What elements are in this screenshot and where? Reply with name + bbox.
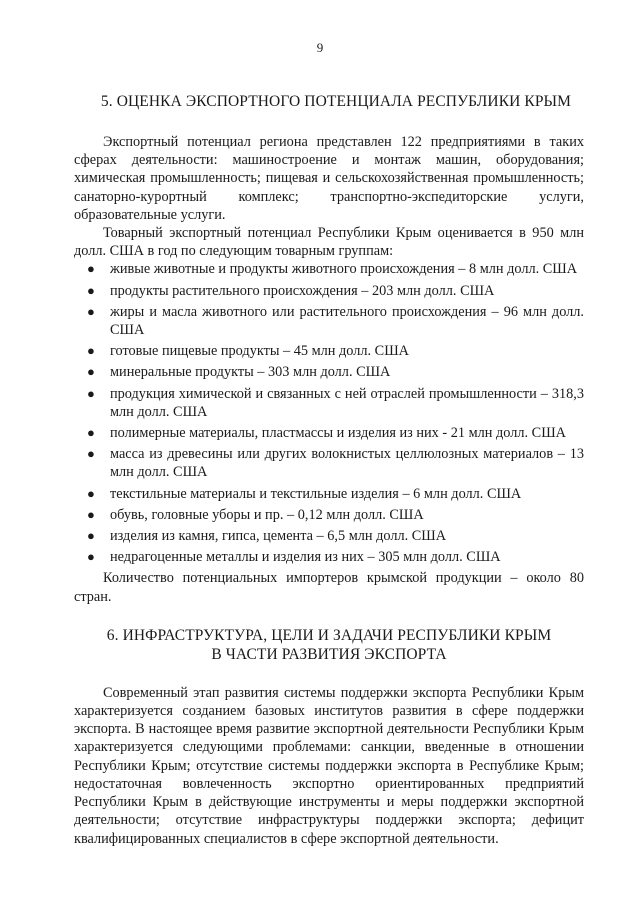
list-item: ● масса из древесины или других волокнистых целлюлозных материалов – 13 млн долл. США	[87, 446, 584, 481]
section-5-title: 5. ОЦЕНКА ЭКСПОРТНОГО ПОТЕНЦИАЛА РЕСПУБЛИКИ КРЫМ	[100, 93, 572, 110]
page-number: 9	[316, 40, 324, 55]
bullet-icon: ●	[87, 485, 95, 501]
section-6-title-line-1: 6. ИНФРАСТРУКТУРА, ЦЕЛИ И ЗАДАЧИ РЕСПУБЛИКИ КРЫМ	[106, 626, 552, 644]
section-6-paragraph-1: Современный этап развития системы поддержки экспорта Республики Крым характеризуется созданием базовых институтов развития в сфере поддержки экспорта. В настоящее время развитие экспортной деятельности Республики Крым характеризуется следующими проблемами: санкции, введенные в отношении Республики Крым; отсутствие системы поддержки экспорта в Республике Крым; недостаточная вовлеченность экспортно ориентированных предприятий Республики Крым в действующие инструменты и меры поддержки экспортной деятельности; отсутствие инфраструктуры поддержки экспорта; дефицит квалифицированных специалистов в сфере экспортной деятельности.	[74, 684, 584, 847]
section-5-paragraph-3: Количество потенциальных импортеров крымской продукции – около 80 стран.	[74, 570, 584, 605]
bullet-icon: ●	[87, 528, 95, 544]
goods-list	[74, 260, 584, 566]
list-item: ● продукция химической и связанных с ней отраслей промышленности – 318,3 млн долл. США	[87, 385, 584, 420]
section-5-paragraph-2: Товарный экспортный потенциал Республики Крым оценивается в 950 млн долл. США в год по следующим товарным группам:	[74, 225, 584, 260]
bullet-icon: ●	[87, 343, 95, 359]
list-item: ● жиры и масла животного или растительного происхождения – 96 млн долл. США	[87, 303, 584, 339]
bullet-icon: ●	[87, 425, 95, 441]
list-item: ● полимерные материалы, пластмассы и изделия из них - 21 млн долл. США	[87, 425, 566, 442]
list-item: ● обувь, головные уборы и пр. – 0,12 млн долл. США	[87, 506, 424, 523]
bullet-icon: ●	[87, 261, 95, 277]
bullet-icon: ●	[87, 506, 95, 522]
list-item: ● минеральные продукты – 303 млн долл. США	[87, 364, 391, 381]
bullet-icon: ●	[87, 303, 95, 319]
list-item: ● продукты растительного происхождения – 203 млн долл. США	[87, 282, 495, 299]
list-item: ● недрагоценные металлы и изделия из них – 305 млн долл. США	[87, 549, 501, 566]
section-6-title	[74, 626, 584, 664]
bullet-icon: ●	[87, 364, 95, 380]
list-item: ● текстильные материалы и текстильные изделия – 6 млн долл. США	[87, 485, 522, 502]
bullet-icon: ●	[87, 446, 95, 462]
bullet-icon: ●	[87, 549, 95, 565]
page-content	[74, 92, 584, 848]
section-5-paragraph-1: Экспортный потенциал региона представлен 122 предприятиями в таких сферах деятельности: машиностроение и монтаж машин, оборудования; химическая промышленность; пищевая и сельскохозяйственная промышленность; санаторно-курортный комплекс; транспортно-экспедиторские услуги, образовательные услуги.	[74, 134, 584, 223]
bullet-icon: ●	[87, 385, 95, 401]
list-item: ● изделия из камня, гипса, цемента – 6,5 млн долл. США	[87, 528, 447, 545]
list-item: ● живые животные и продукты животного происхождения – 8 млн долл. США	[87, 261, 578, 278]
section-6-title-line-2: В ЧАСТИ РАЗВИТИЯ ЭКСПОРТА	[211, 645, 447, 663]
bullet-icon: ●	[87, 282, 95, 298]
list-item: ● готовые пищевые продукты – 45 млн долл. США	[87, 343, 409, 360]
